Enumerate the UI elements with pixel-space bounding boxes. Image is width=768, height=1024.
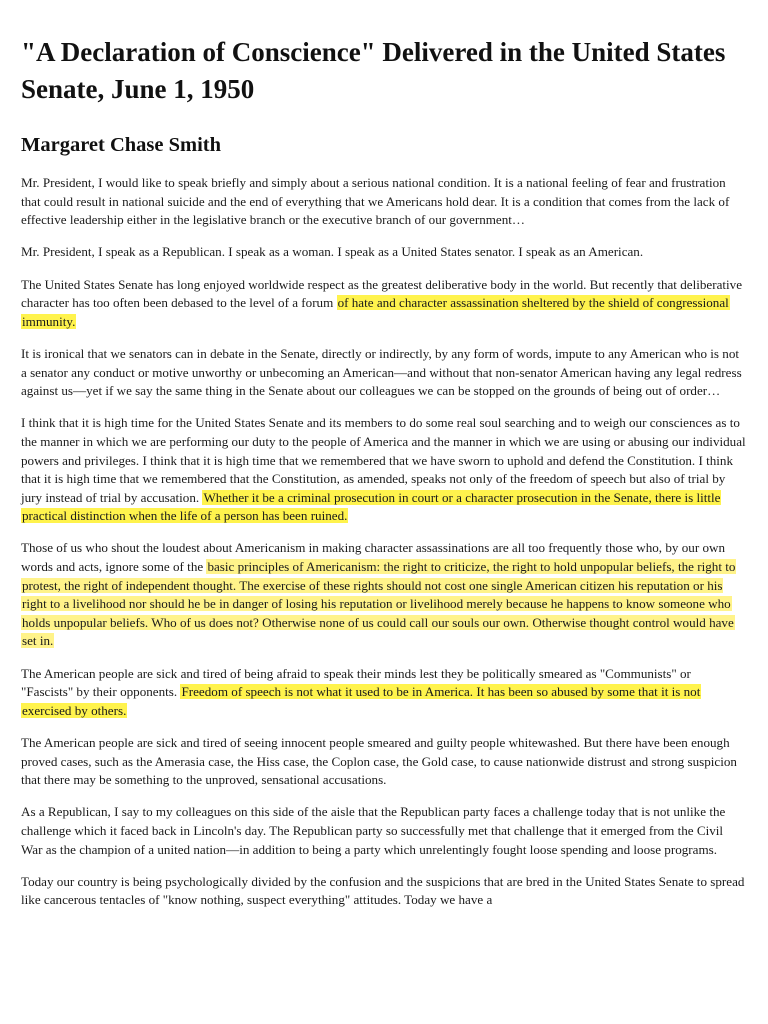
paragraph-text: As a Republican, I say to my colleagues on this side of the aisle that the Republican party faces a challenge today that is not unlike the challenge which it faced back in Lincoln's day. The Republican party so successfully met that challenge that it emerged from the Civil War as the champion of a united nation—in addition to being a party which unrelentingly fought loose spending and loose programs.: [21, 804, 726, 857]
paragraph-text: Mr. President, I would like to speak briefly and simply about a serious national condition. It is a national feeling of fear and frustration that could result in national suicide and the end of everything that we Americans hold dear. It is a condition that comes from the lack of effective leadership either in the legislative branch or the executive branch of our government…: [21, 175, 730, 228]
paragraph-9: [21, 803, 746, 859]
paragraph-text: Those of us who shout the loudest about Americanism in making character assassinations are all too frequently those who, by our own words and acts, ignore some of the: [21, 540, 725, 575]
paragraph-text: Today our country is being psychologically divided by the confusion and the suspicions that are bred in the United States Senate to spread like cancerous tentacles of "know nothing, suspect everything" attitudes. Today we have a: [21, 873, 745, 908]
paragraph-4: [21, 345, 746, 401]
highlighted-text: of hate and character assassination sheltered by the shield of congressional immunity.: [22, 295, 729, 329]
paragraph-text: Mr. President, I speak as a Republican. I speak as a woman. I speak as a United States senator. I speak as an American.: [21, 244, 644, 260]
paragraph-text: It is ironical that we senators can in debate in the Senate, directly or indirectly, by any form of words, impute to any American who is not a senator any conduct or motive unworthy or unbecoming an American—and without that non-senator American having any legal redress against us—yet if we say the same thing in the Senate about our colleagues we can be stopped on the grounds of being out of order…: [21, 345, 742, 399]
paragraph-10: [21, 873, 746, 910]
highlighted-text: Freedom of speech is not what it used to be in America. It has been so abused by some that it is not exercised by others.: [22, 684, 701, 718]
highlighted-text: Whether it be a criminal prosecution in court or a character prosecution in the Senate, there is little practical distinction when the life of a person has been ruined.: [22, 489, 721, 524]
paragraph-1: [21, 174, 746, 230]
paragraph-8: [21, 734, 746, 790]
paragraph-5: [21, 414, 746, 526]
paragraph-text: The United States Senate has long enjoyed worldwide respect as the greatest deliberative body in the world. But recently that deliberative character has too often been debased to the level of a forum: [21, 276, 743, 311]
paragraph-text: The American people are sick and tired of being afraid to speak their minds lest they be politically smeared as "Communists" or "Fascists" by their opponents.: [21, 665, 691, 700]
paragraph-3: [21, 276, 746, 332]
paragraph-text: I think that it is high time for the United States Senate and its members to do some real soul searching and to weigh our consciences as to the manner in which we are performing our duty to the people of America and the manner in which we are using or abusing our individual powers and privileges. I think that it is high time that we remembered that we have sworn to uphold and defend the Constitution. I think that it is high time that we remembered that the Constitution, as amended, speaks not only of the freedom of speech but also of trial by jury instead of trial by accusation.: [21, 415, 746, 505]
paragraph-2: [21, 243, 746, 262]
paragraph-7: [21, 665, 746, 721]
document-title: "A Declaration of Conscience" Delivered in the United States Senate, June 1, 1950: [21, 37, 726, 104]
document-author: Margaret Chase Smith: [21, 134, 222, 156]
highlighted-text: basic principles of Americanism: the right to criticize, the right to hold unpopular beliefs, the right to protest, the right of independent thought. The exercise of these rights should not cost one single American citizen his reputation or his right to a livelihood nor should he be in danger of losing his reputation or livelihood merely because he happens to know someone who holds unpopular beliefs. Who of us does not? Otherwise none of us could call our souls our own. Otherwise thought control would have set in.: [22, 559, 736, 649]
paragraph-text: The American people are sick and tired of seeing innocent people smeared and guilty people whitewashed. But there have been enough proved cases, such as the Amerasia case, the Hiss case, the Coplon case, the Gold case, to cause nationwide distrust and strong suspicion that there may be something to the unproved, sensational accusations.: [21, 735, 737, 788]
paragraph-6: [21, 539, 746, 651]
